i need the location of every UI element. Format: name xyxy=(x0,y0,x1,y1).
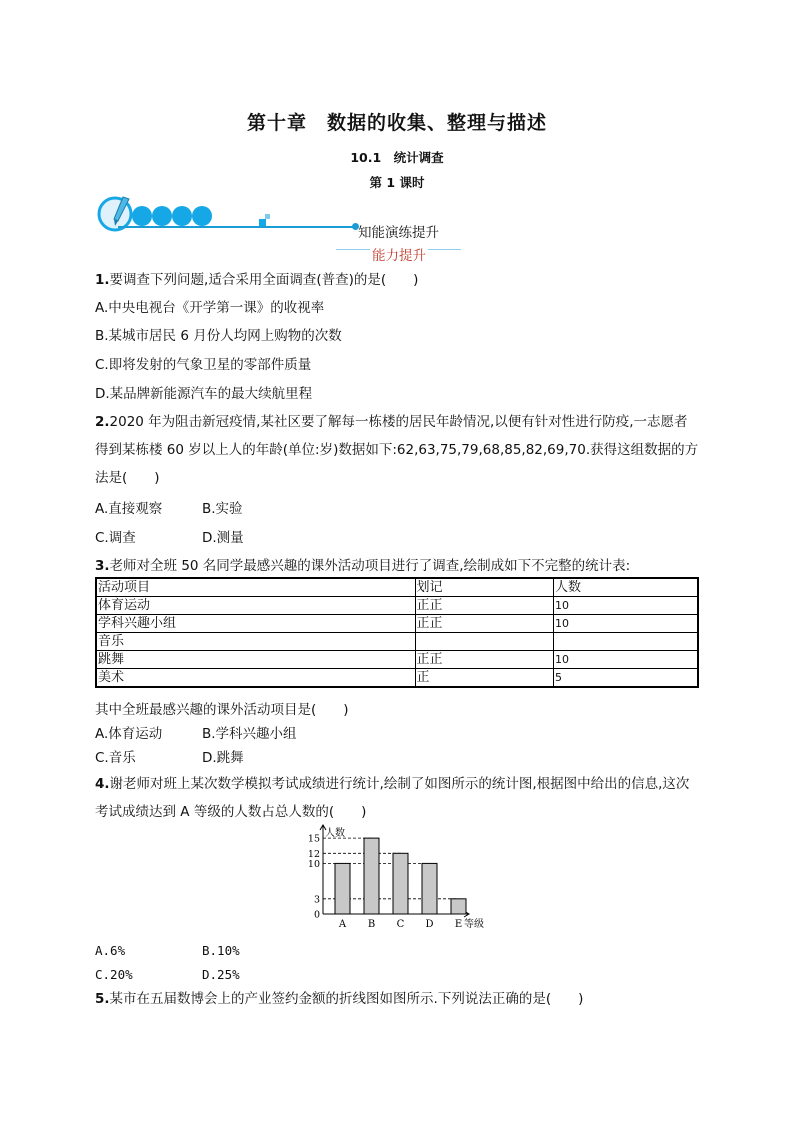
grade-bar-chart xyxy=(298,822,498,932)
banner-square-icon xyxy=(265,214,270,219)
q3-option-c: C.音乐 xyxy=(95,750,136,766)
question-stem: 老师对全班 50 名同学最感兴趣的课外活动项目进行了调查,绘制成如下不完整的统计表: xyxy=(109,558,631,574)
question-4 xyxy=(95,770,700,826)
table-cell: 美术 xyxy=(96,669,415,688)
q4-option-a: A.6% xyxy=(95,943,126,958)
table-row xyxy=(96,669,698,688)
q2-option-a: A.直接观察 xyxy=(95,501,163,517)
question-stem: 2020 年为阻击新冠疫情,某社区要了解每一栋楼的居民年龄情况,以便有针对性进行防疫,一志愿者得到某栋楼 60 岁以上人的年龄(单位:岁)数据如下:62,63,75,79,68,85,82,69,70.获得这组数据的方法是( ) xyxy=(95,414,699,486)
lesson-title: 第 1 课时 xyxy=(369,175,425,190)
x-tick-label: B xyxy=(367,919,376,930)
q1-option-b: B.某城市居民 6 月份人均网上购物的次数 xyxy=(95,328,342,344)
question-1 xyxy=(95,270,418,290)
section-title: 10.1 统计调查 xyxy=(350,150,444,165)
bar xyxy=(364,838,379,914)
q3-option-a: A.体育运动 xyxy=(95,726,163,742)
banner-dot-icon xyxy=(192,206,212,226)
question-number: 1. xyxy=(95,272,110,288)
x-tick-label: C xyxy=(396,919,405,930)
table-row xyxy=(96,597,698,615)
table-row xyxy=(96,633,698,651)
q1-option-a: A.中央电视台《开学第一课》的收视率 xyxy=(95,300,325,316)
table-header-row xyxy=(96,578,698,597)
x-tick-label: D xyxy=(425,919,434,930)
y-axis-label: 人数 xyxy=(325,828,345,839)
table-row xyxy=(96,615,698,633)
bar xyxy=(422,863,437,914)
banner-dot-icon xyxy=(132,206,152,226)
question-stem: 要调查下列问题,适合采用全面调查(普查)的是( ) xyxy=(109,272,419,288)
y-tick-label: 10 xyxy=(307,858,320,870)
table-cell: 正正 xyxy=(415,615,553,633)
banner-label: 知能演练提升 xyxy=(358,225,439,241)
chapter-title: 第十章 数据的收集、整理与描述 xyxy=(246,112,547,134)
table-cell: 体育运动 xyxy=(96,597,415,615)
question-stem: 某市在五届数博会上的产业签约金额的折线图如图所示.下列说法正确的是( ) xyxy=(109,991,584,1007)
y-tick-label: 12 xyxy=(307,848,320,860)
table-cell xyxy=(554,633,699,651)
table-cell: 音乐 xyxy=(96,633,415,651)
bar xyxy=(335,863,350,914)
y-tick-label: 3 xyxy=(313,894,320,906)
table-row xyxy=(96,651,698,669)
q4-option-c: C.20% xyxy=(95,967,133,982)
table-cell: 正正 xyxy=(415,651,553,669)
x-tick-label: E xyxy=(454,919,463,930)
x-tick-label: A xyxy=(338,919,347,930)
table-cell: 正 xyxy=(415,669,553,688)
table-cell: 正正 xyxy=(415,597,553,615)
banner-line xyxy=(118,226,356,228)
table-cell: 10 xyxy=(554,615,699,633)
table-cell: 跳舞 xyxy=(96,651,415,669)
question-number: 3. xyxy=(95,558,110,574)
activity-table xyxy=(95,577,699,688)
y-tick-label: 0 xyxy=(313,909,320,921)
bar xyxy=(393,853,408,914)
q2-option-d: D.测量 xyxy=(202,530,244,546)
q3-question: 其中全班最感兴趣的课外活动项目是( ) xyxy=(95,702,349,718)
banner-square-icon xyxy=(259,219,266,226)
question-stem: 谢老师对班上某次数学模拟考试成绩进行统计,绘制了如图所示的统计图,根据图中给出的信息,这次考试成绩达到 A 等级的人数占总人数的( ) xyxy=(95,776,690,820)
table-cell xyxy=(415,633,553,651)
question-number: 4. xyxy=(95,776,110,792)
table-cell: 10 xyxy=(554,651,699,669)
q1-option-c: C.即将发射的气象卫星的零部件质量 xyxy=(95,357,312,373)
table-header-cell: 人数 xyxy=(554,578,699,597)
bar xyxy=(451,899,466,914)
y-tick-label: 15 xyxy=(307,833,320,845)
x-axis-label: 等级 xyxy=(464,919,484,930)
q2-option-b: B.实验 xyxy=(202,501,243,517)
table-header-cell: 划记 xyxy=(415,578,553,597)
question-number: 2. xyxy=(95,414,110,430)
question-3 xyxy=(95,556,630,576)
table-cell: 10 xyxy=(554,597,699,615)
question-number: 5. xyxy=(95,991,110,1007)
table-cell: 学科兴趣小组 xyxy=(96,615,415,633)
q3-option-b: B.学科兴趣小组 xyxy=(202,726,297,742)
q3-option-d: D.跳舞 xyxy=(202,750,244,766)
question-5 xyxy=(95,989,583,1009)
chart-svg xyxy=(298,822,498,932)
q4-option-d: D.25% xyxy=(202,967,240,982)
table-header-cell: 活动项目 xyxy=(96,578,415,597)
question-2 xyxy=(95,408,700,492)
banner-dot-icon xyxy=(172,206,192,226)
q4-option-b: B.10% xyxy=(202,943,240,958)
q1-option-d: D.某品牌新能源汽车的最大续航里程 xyxy=(95,386,313,402)
banner-sub-label: 能力提升 xyxy=(370,244,428,264)
table-cell: 5 xyxy=(554,669,699,688)
q2-option-c: C.调查 xyxy=(95,530,136,546)
banner-dot-icon xyxy=(152,206,172,226)
